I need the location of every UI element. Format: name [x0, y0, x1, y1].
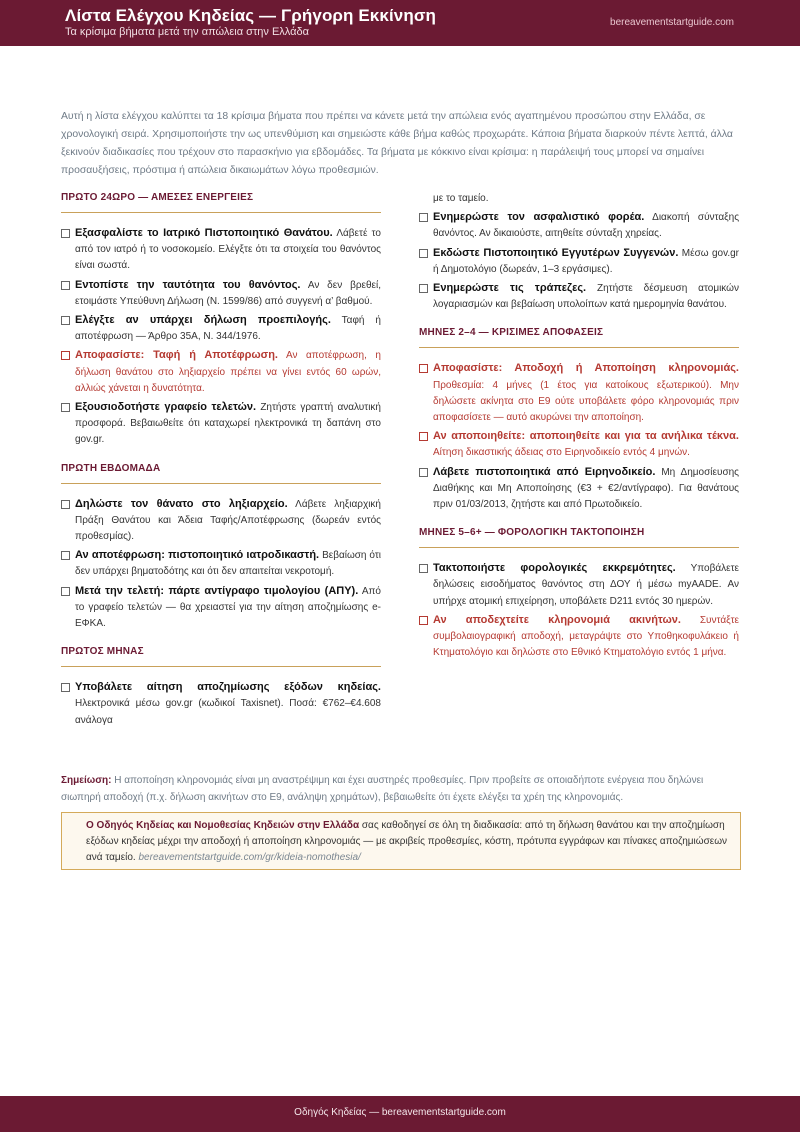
- item-description: Ζητήστε γραπτή αναλυτική προσφορά. Βεβαιωθείτε ότι καταχωρεί ηλεκτρονικά τη δαπάνη στο gov.gr.: [75, 402, 381, 446]
- item-description: Υποβάλετε δηλώσεις εισοδήματος θανόντος στη ΔΟΥ ή μέσω myAADE. Αν υπήρχε ατομική επιχείρηση, υποβάλετε D211 εντός 30 ημερών.: [433, 563, 739, 607]
- checkbox[interactable]: [419, 364, 428, 373]
- guide-url-link[interactable]: bereavementstartguide.com/gr/kideia-nomothesia/: [138, 852, 361, 863]
- checklist-item[interactable]: [419, 209, 739, 242]
- item-title: Αποφασίστε: Ταφή ή Αποτέφρωση.: [75, 349, 278, 362]
- checkbox[interactable]: [419, 213, 428, 222]
- checklist-item[interactable]: [61, 225, 381, 275]
- checklist-item-critical[interactable]: [419, 428, 739, 461]
- item-title: Υποβάλετε αίτηση αποζημίωσης εξόδων κηδείας.: [75, 681, 381, 694]
- item-description: Προθεσμία: 4 μήνες (1 έτος για κατοίκους εξωτερικού). Μην δηλώσετε ακίνητα στο Ε9 ούτε υποβάλετε φόρο κληρονομιάς πριν αποφασίσετε — αυτό ακυρώνει την αποποίηση.: [433, 379, 739, 424]
- note-paragraph: [61, 772, 741, 806]
- checklist-item[interactable]: [419, 245, 739, 278]
- checklist-item-critical[interactable]: [61, 347, 381, 397]
- item-title: Εντοπίστε την ταυτότητα του θανόντος.: [75, 278, 301, 291]
- item-title: Ελέγξτε αν υπάρχει δήλωση προεπιλογής.: [75, 314, 331, 327]
- checkbox[interactable]: [419, 284, 428, 293]
- item-title: Εξασφαλίστε το Ιατρικό Πιστοποιητικό Θανάτου.: [75, 227, 333, 239]
- item-description: Αίτηση δικαστικής άδειας στο Ειρηνοδικείο εντός 4 μηνών.: [433, 447, 690, 459]
- checkbox[interactable]: [61, 403, 70, 412]
- section-heading-months-2-4: ΜΗΝΕΣ 2–4 — ΚΡΙΣΙΜΕΣ ΑΠΟΦΑΣΕΙΣ: [419, 327, 739, 348]
- item-description: Ηλεκτρονικά μέσω gov.gr (κωδικοί Taxisnet). Ποσά: €762–€4.608 ανάλογα: [75, 698, 381, 726]
- checklist-item[interactable]: [61, 496, 381, 546]
- item-description: Μη Δημοσίευσης Διαθήκης και Μη Αποποίησης (€3 + €2/αντίγραφο). Για θανάτους πριν 01/03/2013, ζητήστε και από Πρωτοδικείο.: [433, 466, 739, 511]
- section-heading-months-5-6: ΜΗΝΕΣ 5–6+ — ΦΟΡΟΛΟΓΙΚΗ ΤΑΚΤΟΠΟΙΗΣΗ: [419, 527, 739, 548]
- item-description: Αν δεν βρεθεί, ετοιμάστε Υπεύθυνη Δήλωση (Ν. 1599/86) από συγγενή α’ βαθμού.: [75, 279, 381, 307]
- page-title: Λίστα Ελέγχου Κηδείας — Γρήγορη Εκκίνηση: [65, 6, 437, 25]
- right-column: [419, 192, 739, 663]
- page-footer: Οδηγός Κηδείας — bereavementstartguide.com: [0, 1096, 800, 1132]
- checkbox[interactable]: [61, 351, 70, 360]
- intro-paragraph: Αυτή η λίστα ελέγχου καλύπτει τα 18 κρίσιμα βήματα που πρέπει να κάνετε μετά την απώλεια ενός αγαπημένου προσώπου στην Ελλάδα, σε χρονολογική σειρά. Χρησιμοποιήστε την ως υπενθύμιση και σημειώστε κάθε βήμα καθώς προχωράτε. Κάποια βήματα διαρκούν πέντε λεπτά, άλλα ξεκινούν διαδικασίες που τρέχουν στο παρασκήνιο για εβδομάδες. Τα βήματα με κόκκινο είναι κρίσιμα: η παράλειψή τους μπορεί να σημαίνει προσαυξήσεις, πρόστιμα ή απώλεια δικαιωμάτων λόγω προθεσμιών.: [61, 111, 733, 176]
- checklist-item[interactable]: [61, 399, 381, 449]
- item-description: Συντάξτε συμβολαιογραφική αποδοχή, μεταγράψτε στο Υποθηκοφυλάκειο ή Κτηματολόγιο και δηλώστε στο Εθνικό Κτηματολόγιο εντός 1 μήνα.: [433, 614, 739, 659]
- item-title: Ενημερώστε τις τράπεζες.: [433, 282, 587, 295]
- checkbox[interactable]: [61, 316, 70, 325]
- checklist-item-critical[interactable]: [419, 360, 739, 426]
- item-continuation: με το ταμείο.: [433, 193, 489, 204]
- item-description: Λάβετε ληξιαρχική Πράξη Θανάτου και Άδεια Ταφής/Αποτέφρωσης (δωρεάν εντός προθεσμίας).: [75, 498, 381, 543]
- item-title: Εκδώστε Πιστοποιητικό Εγγυτέρων Συγγενών.: [433, 246, 679, 259]
- checkbox[interactable]: [61, 500, 70, 509]
- item-description: Διακοπή σύνταξης θανόντος. Αν δικαιούστε, αιτηθείτε σύνταξη χηρείας.: [433, 212, 740, 240]
- checklist-item[interactable]: [61, 583, 381, 633]
- checklist-item[interactable]: [61, 277, 381, 310]
- guide-callout-box: [61, 812, 741, 870]
- checkbox[interactable]: [419, 249, 428, 258]
- item-title: Αν αποποιηθείτε: αποποιηθείτε και για τα ανήλικα τέκνα.: [433, 430, 739, 443]
- checklist-item[interactable]: [61, 312, 381, 345]
- checklist-item[interactable]: [419, 464, 739, 514]
- guide-title: Ο Οδηγός Κηδείας και Νομοθεσίας Κηδειών στην Ελλάδα: [86, 820, 360, 831]
- checklist-item-critical[interactable]: [419, 612, 739, 662]
- page-subtitle: Τα κρίσιμα βήματα μετά την απώλεια στην Ελλάδα: [65, 26, 309, 38]
- section-heading-first-month: ΠΡΩΤΟΣ ΜΗΝΑΣ: [61, 646, 381, 667]
- item-description: Μέσω gov.gr ή Δημοτολόγιο (δωρεάν, 1–3 εργάσιμες).: [433, 247, 739, 275]
- item-title: Αποφασίστε: Αποδοχή ή Αποποίηση κληρονομιάς.: [433, 362, 739, 375]
- checkbox[interactable]: [61, 551, 70, 560]
- item-description: Ταφή ή αποτέφρωση — Άρθρο 35Α, Ν. 344/1976.: [75, 315, 381, 343]
- item-title: Μετά την τελετή: πάρτε αντίγραφο τιμολογίου (ΑΠΥ).: [75, 584, 359, 597]
- item-title: Αν αποτέφρωση: πιστοποιητικό ιατροδικαστή.: [75, 549, 320, 562]
- item-description: Αν αποτέφρωση, η δήλωση θανάτου στο ληξιαρχείο πρέπει να γίνει εντός 60 ωρών, αλλιώς χάνεται η δυνατότητα.: [75, 350, 381, 394]
- item-description: Βεβαίωση ότι δεν υπάρχει βηματοδότης και ότι δεν απαιτείται νεκροτομή.: [75, 550, 382, 578]
- left-column: [61, 192, 381, 731]
- item-title: Εξουσιοδοτήστε γραφείο τελετών.: [75, 401, 257, 414]
- item-title: Λάβετε πιστοποιητικά από Ειρηνοδικείο.: [433, 465, 656, 478]
- note-text: Η αποποίηση κληρονομιάς είναι μη αναστρέψιμη και έχει αυστηρές προθεσμίες. Πριν προβείτε σε οποιαδήποτε ενέργεια που δηλώνει σιωπηρή αποδοχή (π.χ. δήλωση ακινήτων στο Ε9, ανάληψη χρημάτων), βεβαιωθείτε ότι έχετε ελέγξει τα χρέη της κληρονομιάς.: [61, 775, 704, 803]
- item-description: Από το γραφείο τελετών — θα χρειαστεί για την αίτηση αποζημίωσης e-ΕΦΚΑ.: [75, 585, 381, 630]
- note-label: Σημείωση:: [61, 775, 112, 786]
- checklist-item[interactable]: [61, 679, 381, 729]
- item-title: Τακτοποιήστε φορολογικές εκκρεμότητες.: [433, 562, 676, 575]
- checkbox[interactable]: [419, 616, 428, 625]
- item-description: Ζητήστε δέσμευση ατομικών λογαριασμών και βεβαίωση υπολοίπων κατά ημερομηνία θανάτου.: [433, 283, 739, 311]
- checkbox[interactable]: [419, 564, 428, 573]
- item-title: Δηλώστε τον θάνατο στο ληξιαρχείο.: [75, 497, 288, 510]
- section-heading-first-24h: ΠΡΩΤΟ 24ΩΡΟ — ΑΜΕΣΕΣ ΕΝΕΡΓΕΙΕΣ: [61, 192, 381, 213]
- item-title: Αν αποδεχτείτε κληρονομιά ακινήτων.: [433, 613, 681, 626]
- checkbox[interactable]: [61, 587, 70, 596]
- checklist-item[interactable]: [419, 280, 739, 313]
- checkbox[interactable]: [61, 683, 70, 692]
- checkbox[interactable]: [419, 468, 428, 477]
- guide-text: σας καθοδηγεί σε όλη τη διαδικασία: από τη δήλωση θανάτου και την αποζημίωση εξόδων κηδείας μέχρι την αποδοχή ή αποποίηση κληρονομιάς — με ακριβείς προθεσμίες, κόστη, πρότυπα εγγράφων και πίνακες αποζημιώσεων ανά ταμείο.: [86, 820, 728, 863]
- section-heading-first-week: ΠΡΩΤΗ ΕΒΔΟΜΑΔΑ: [61, 463, 381, 484]
- checkbox[interactable]: [61, 281, 70, 290]
- item-description: Λάβετέ το από τον ιατρό ή το νοσοκομείο. Ελέγξτε ότι τα στοιχεία του θανόντος είναι σωστά.: [75, 228, 381, 272]
- checklist-item[interactable]: [61, 547, 381, 580]
- item-title: Ενημερώστε τον ασφαλιστικό φορέα.: [433, 211, 645, 224]
- checkbox[interactable]: [419, 432, 428, 441]
- header-site-link[interactable]: bereavementstartguide.com: [610, 17, 734, 28]
- page-header: [0, 0, 800, 46]
- checklist-item[interactable]: [419, 560, 739, 610]
- checkbox[interactable]: [61, 229, 70, 238]
